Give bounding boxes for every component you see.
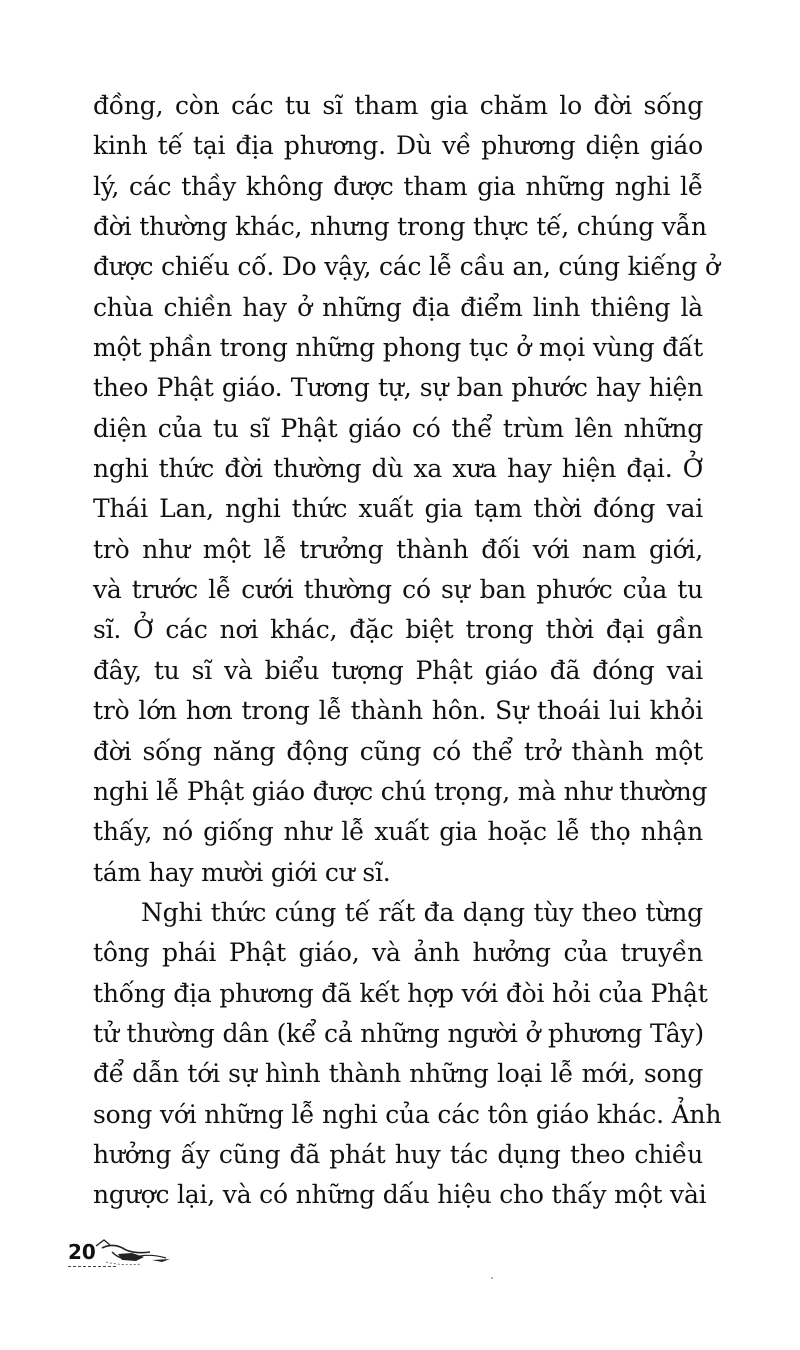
text-line: tám hay mười giới cư sĩ. bbox=[93, 857, 391, 887]
text-line: tông phái Phật giáo, và ảnh hưởng của truyền bbox=[93, 938, 703, 968]
text-line: ngược lại, và có những dấu hiệu cho thấy một vài bbox=[93, 1180, 707, 1210]
text-line: một phần trong những phong tục ở mọi vùng đất bbox=[93, 333, 703, 363]
text-line: diện của tu sĩ Phật giáo có thể trùm lên những bbox=[93, 413, 703, 443]
text-line: đời sống năng động cũng có thể trở thành một bbox=[93, 736, 703, 766]
text-line: Thái Lan, nghi thức xuất gia tạm thời đóng vai bbox=[93, 494, 703, 524]
flying-bird-icon bbox=[92, 1236, 192, 1272]
text-line: sĩ. Ở các nơi khác, đặc biệt trong thời đại gần bbox=[93, 615, 703, 645]
text-line: đây, tu sĩ và biểu tượng Phật giáo đã đóng vai bbox=[93, 655, 703, 685]
text-line: đời thường khác, nhưng trong thực tế, chúng vẫn bbox=[93, 212, 707, 242]
paragraph-1 bbox=[93, 86, 720, 893]
paragraph-2 bbox=[93, 893, 722, 1216]
text-line: hưởng ấy cũng đã phát huy tác dụng theo chiều bbox=[93, 1139, 703, 1169]
text-line: được chiếu cố. Do vậy, các lễ cầu an, cúng kiếng ở bbox=[93, 252, 720, 282]
text-line: để dẫn tới sự hình thành những loại lễ mới, song bbox=[93, 1059, 703, 1089]
text-line: chùa chiền hay ở những địa điểm linh thiêng là bbox=[93, 292, 703, 322]
text-line: kinh tế tại địa phương. Dù về phương diện giáo bbox=[93, 131, 703, 161]
text-line: và trước lễ cưới thường có sự ban phước của tu bbox=[93, 575, 703, 605]
text-line: thấy, nó giống như lễ xuất gia hoặc lễ thọ nhận bbox=[93, 817, 703, 847]
text-line: nghi lễ Phật giáo được chú trọng, mà như thường bbox=[93, 776, 708, 806]
text-line: nghi thức đời thường dù xa xưa hay hiện đại. Ở bbox=[93, 454, 703, 484]
paper-speck bbox=[491, 1277, 493, 1279]
body-text bbox=[93, 86, 722, 1216]
text-line: thống địa phương đã kết hợp với đòi hỏi của Phật bbox=[93, 978, 708, 1008]
text-line: trò lớn hơn trong lễ thành hôn. Sự thoái lui khỏi bbox=[93, 696, 703, 726]
text-line: Nghi thức cúng tế rất đa dạng tùy theo từng bbox=[141, 897, 703, 927]
page-number: 20 bbox=[68, 1240, 96, 1264]
page-footer bbox=[68, 1236, 208, 1272]
text-line: đồng, còn các tu sĩ tham gia chăm lo đời sống bbox=[93, 91, 703, 120]
text-line: lý, các thầy không được tham gia những nghi lễ bbox=[93, 171, 703, 201]
text-line: song với những lễ nghi của các tôn giáo khác. Ảnh bbox=[93, 1099, 722, 1129]
text-line: trò như một lễ trưởng thành đối với nam giới, bbox=[93, 534, 703, 564]
text-line: theo Phật giáo. Tương tự, sự ban phước hay hiện bbox=[93, 373, 703, 403]
text-line: tử thường dân (kể cả những người ở phương Tây) bbox=[93, 1018, 704, 1048]
